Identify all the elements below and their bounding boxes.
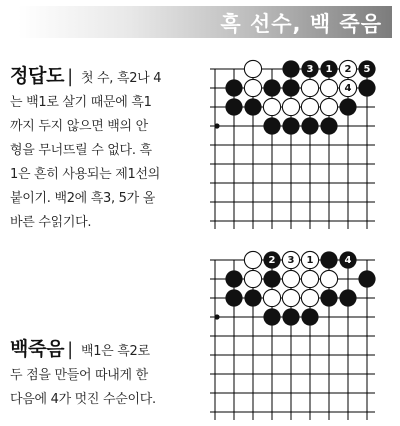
black-stone bbox=[263, 117, 280, 134]
move-number: 1 bbox=[325, 64, 333, 75]
black-stone bbox=[301, 117, 318, 134]
black-stone bbox=[339, 98, 356, 115]
black-stone bbox=[282, 79, 299, 96]
answer-heading: 정답도 bbox=[10, 65, 65, 87]
white-dies-first-line bbox=[10, 337, 156, 364]
white-stone bbox=[244, 79, 261, 96]
black-stone bbox=[225, 79, 242, 96]
answer-explanation bbox=[10, 64, 161, 235]
black-stone bbox=[301, 308, 318, 325]
white-stone bbox=[244, 270, 261, 287]
move-number: 3 bbox=[287, 255, 295, 266]
text-line: 첫 수, 흑2나 4 bbox=[80, 71, 162, 86]
black-stone bbox=[225, 289, 242, 306]
move-number: 1 bbox=[306, 255, 314, 266]
white-stone bbox=[301, 98, 318, 115]
move-number: 2 bbox=[344, 64, 352, 75]
black-stone bbox=[320, 117, 337, 134]
go-board-white-dies-diagram bbox=[210, 245, 392, 421]
banner-title: 흑 선수, 백 죽음 bbox=[220, 12, 382, 36]
title-banner bbox=[18, 6, 392, 38]
black-stone bbox=[358, 270, 375, 287]
text-line: 는 백1로 살기 때문에 흑1 bbox=[10, 95, 152, 110]
black-stone bbox=[263, 79, 280, 96]
text-line: 형을 무너뜨릴 수 없다. 흑 bbox=[10, 143, 152, 158]
star-point bbox=[214, 123, 219, 128]
white-stone bbox=[244, 251, 261, 268]
black-stone bbox=[282, 60, 299, 77]
black-stone bbox=[358, 79, 375, 96]
move-number: 4 bbox=[344, 255, 352, 266]
black-stone bbox=[244, 98, 261, 115]
text-line: 붙이기. 백2에 흑3, 5가 올 bbox=[10, 191, 155, 206]
white-stone bbox=[263, 98, 280, 115]
white-stone bbox=[282, 289, 299, 306]
black-stone bbox=[225, 98, 242, 115]
black-stone bbox=[339, 289, 356, 306]
heading-divider: | bbox=[67, 66, 73, 87]
text-line: 1은 흔히 사용되는 제1선의 bbox=[10, 167, 161, 182]
move-number: 5 bbox=[363, 64, 371, 75]
move-number: 3 bbox=[306, 64, 314, 75]
black-stone bbox=[244, 289, 261, 306]
white-stone bbox=[282, 270, 299, 287]
black-stone bbox=[225, 270, 242, 287]
black-stone bbox=[282, 308, 299, 325]
white-stone bbox=[301, 270, 318, 287]
black-stone bbox=[320, 289, 337, 306]
white-stone bbox=[320, 98, 337, 115]
black-stone bbox=[263, 270, 280, 287]
heading-divider: | bbox=[67, 339, 73, 360]
white-stone bbox=[263, 289, 280, 306]
white-dies-heading: 백죽음 bbox=[10, 338, 65, 360]
white-dies-explanation bbox=[10, 337, 156, 412]
white-stone bbox=[282, 98, 299, 115]
black-stone bbox=[282, 117, 299, 134]
text-line: 다음에 4가 멋진 수순이다. bbox=[10, 392, 156, 407]
white-stone bbox=[301, 289, 318, 306]
move-number: 2 bbox=[268, 255, 276, 266]
star-point bbox=[214, 314, 219, 319]
black-stone bbox=[263, 308, 280, 325]
move-number: 4 bbox=[344, 83, 352, 94]
text-line: 두 점을 만들어 따내게 한 bbox=[10, 368, 148, 383]
white-stone bbox=[244, 60, 261, 77]
text-line: 바른 수읽기다. bbox=[10, 215, 92, 230]
text-line: 백1은 흑2로 bbox=[80, 344, 150, 359]
answer-first-line bbox=[10, 64, 161, 91]
black-stone bbox=[320, 251, 337, 268]
go-board-answer-diagram bbox=[210, 54, 392, 230]
white-stone bbox=[320, 79, 337, 96]
text-line: 까지 두지 않으면 백의 안 bbox=[10, 119, 148, 134]
white-stone bbox=[301, 79, 318, 96]
white-stone bbox=[320, 270, 337, 287]
